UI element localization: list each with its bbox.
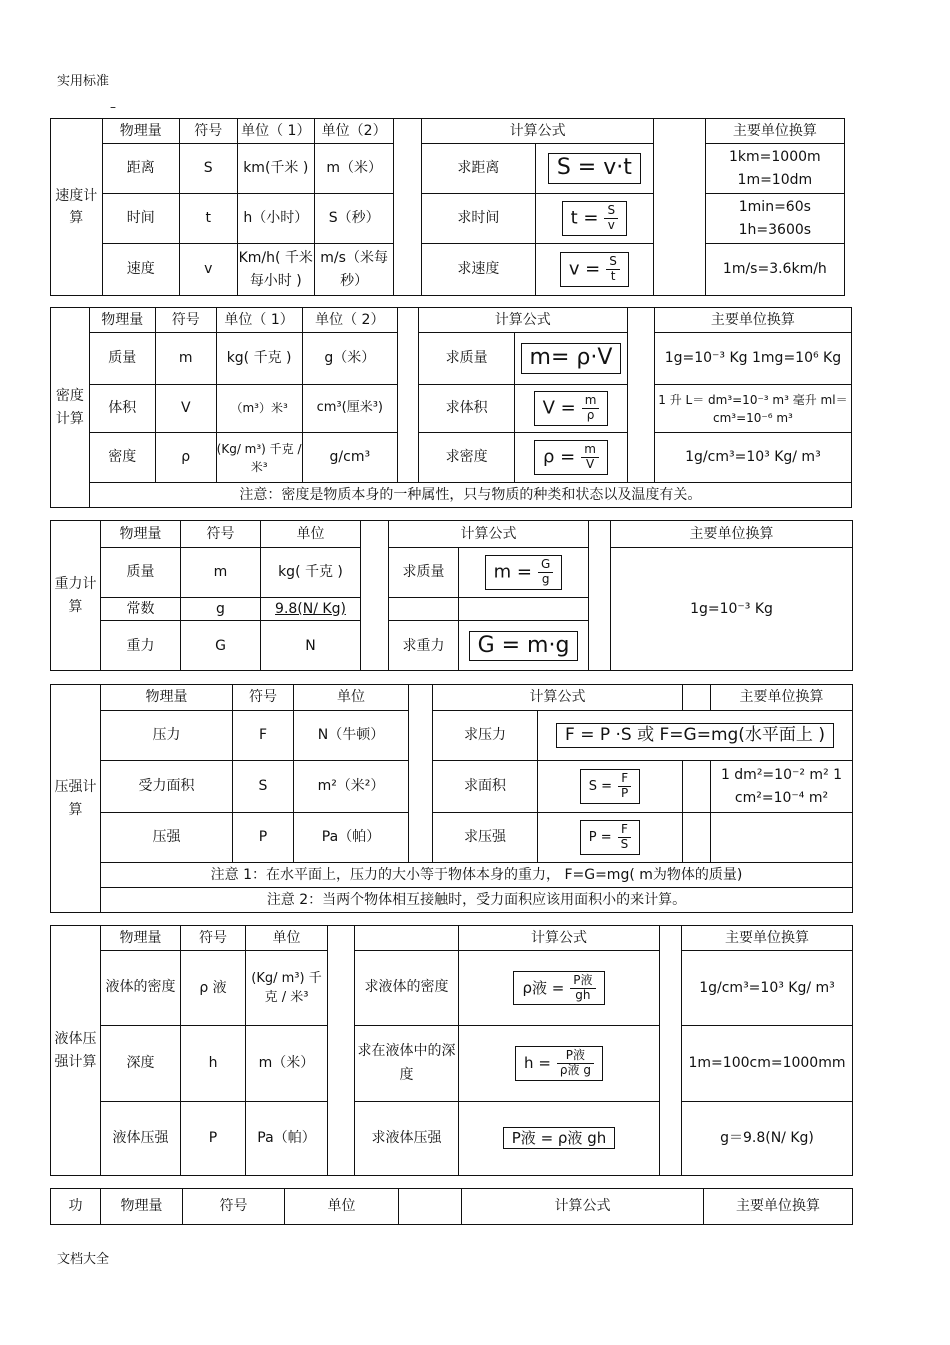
quantity-name: 体积 — [89, 385, 155, 433]
quantity-name: 密度 — [89, 433, 155, 483]
unit-conversion: 1km=1000m 1m=10dm — [705, 144, 844, 194]
quantity-symbol: h — [181, 1026, 246, 1102]
col-header: 主要单位换算 — [704, 1189, 853, 1225]
col-header: 物理量 — [89, 308, 155, 333]
col-header: 主要单位换算 — [654, 308, 851, 333]
formula: m = $\frac{G}{g}$ — [485, 555, 563, 590]
unit-2: cm³(厘米³) — [302, 385, 397, 433]
quantity-symbol: g — [181, 598, 261, 621]
unit-1: km(千米 ) — [237, 144, 314, 194]
unit-conversion: 1g/cm³=10³ Kg/ m³ — [682, 951, 853, 1026]
col-header: 单位（ 1） — [237, 119, 314, 144]
note: 注意 2：当两个物体相互接触时，受力面积应该用面积小的来计算。 — [101, 888, 853, 913]
formula: h = $\frac{\text{P液}}{\text{ρ液 g}}$ — [515, 1046, 603, 1081]
quantity-name: 液体的密度 — [101, 951, 181, 1026]
col-header: 物理量 — [101, 1189, 183, 1225]
section-title: 压强计算 — [51, 685, 101, 913]
unit-1: N（牛顿） — [294, 711, 409, 761]
formula: S = v·t — [548, 153, 641, 183]
unit-conversion: 1g=10⁻³ Kg — [611, 548, 853, 671]
quantity-symbol: v — [179, 244, 237, 296]
quantity-name: 质量 — [89, 333, 155, 385]
gap — [654, 119, 706, 296]
quantity-symbol: t — [179, 194, 237, 244]
formula: v = $\frac{S}{t}$ — [560, 252, 629, 287]
formula: G = m·g — [469, 631, 579, 661]
col-header: 主要单位换算 — [711, 685, 853, 711]
empty-cell — [399, 1189, 462, 1225]
col-header: 符号 — [183, 1189, 285, 1225]
empty-cell — [459, 598, 589, 621]
quantity-name: 重力 — [101, 621, 181, 671]
liquid-pressure-table — [50, 925, 853, 1176]
gap — [683, 813, 711, 863]
formula: t = $\frac{S}{v}$ — [562, 201, 628, 236]
unit-1: (Kg/ m³) 千克 / 米³ — [246, 951, 328, 1026]
col-header: 计算公式 — [418, 308, 627, 333]
section-title: 重力计算 — [51, 521, 101, 671]
calc-label: 求密度 — [418, 433, 514, 483]
quantity-symbol: S — [233, 761, 294, 813]
gap — [409, 685, 433, 863]
col-header: 物理量 — [101, 521, 181, 548]
empty-cell — [355, 926, 459, 951]
header-dash: – — [110, 100, 116, 114]
unit-conversion: 1min=60s 1h=3600s — [705, 194, 844, 244]
calc-label: 求压强 — [433, 813, 538, 863]
col-header: 符号 — [233, 685, 294, 711]
calc-label: 求速度 — [422, 244, 535, 296]
col-header: 主要单位换算 — [611, 521, 853, 548]
section-title: 密度计算 — [51, 308, 90, 508]
quantity-symbol: G — [181, 621, 261, 671]
unit-conversion: g＝9.8(N/ Kg) — [682, 1102, 853, 1176]
col-header: 单位 — [246, 926, 328, 951]
calc-label: 求质量 — [418, 333, 514, 385]
formula: F = P ·S 或 F=G=mg(水平面上 ) — [556, 723, 834, 748]
unit-conversion: 1g/cm³=10³ Kg/ m³ — [654, 433, 851, 483]
section-title: 功 — [51, 1189, 101, 1225]
col-header: 计算公式 — [433, 685, 683, 711]
col-header: 单位（2） — [314, 119, 393, 144]
calc-label: 求距离 — [422, 144, 535, 194]
note: 注意：密度是物质本身的一种属性，只与物质的种类和状态以及温度有关。 — [89, 483, 851, 508]
calc-label: 求重力 — [389, 621, 459, 671]
quantity-symbol: ρ 液 — [181, 951, 246, 1026]
unit-conversion: 1m=100cm=1000mm — [682, 1026, 853, 1102]
formula: ρ = $\frac{m}{V}$ — [534, 440, 608, 475]
col-header: 符号 — [179, 119, 237, 144]
formula: ρ液 = $\frac{\text{P液}}{gh}$ — [513, 971, 604, 1006]
unit-1: h（小时） — [237, 194, 314, 244]
density-table — [50, 307, 852, 508]
calc-label: 求液体压强 — [355, 1102, 459, 1176]
gap — [589, 521, 611, 671]
quantity-name: 时间 — [102, 194, 179, 244]
calc-label: 求质量 — [389, 548, 459, 598]
calc-label: 求体积 — [418, 385, 514, 433]
calc-label: 求时间 — [422, 194, 535, 244]
quantity-name: 液体压强 — [101, 1102, 181, 1176]
gap — [627, 308, 654, 483]
page-footer: 文档大全 — [57, 1252, 110, 1267]
col-header: 单位 — [294, 685, 409, 711]
col-header: 单位 — [261, 521, 361, 548]
work-table — [50, 1188, 853, 1225]
col-header: 主要单位换算 — [682, 926, 853, 951]
empty-cell — [683, 685, 711, 711]
unit-1: kg( 千克 ) — [261, 548, 361, 598]
col-header: 单位（ 1） — [216, 308, 302, 333]
unit-1: m²（米²） — [294, 761, 409, 813]
col-header: 物理量 — [101, 926, 181, 951]
unit-1: Pa（帕） — [246, 1102, 328, 1176]
quantity-symbol: F — [233, 711, 294, 761]
quantity-symbol: S — [179, 144, 237, 194]
unit-2: g（米） — [302, 333, 397, 385]
unit-2: g/cm³ — [302, 433, 397, 483]
unit-1: Km/h( 千米每小时 ) — [237, 244, 314, 296]
gap — [361, 521, 389, 671]
section-title: 液体压强计算 — [51, 926, 101, 1176]
quantity-name: 常数 — [101, 598, 181, 621]
col-header: 符号 — [181, 926, 246, 951]
quantity-symbol: ρ — [155, 433, 216, 483]
unit-conversion: 1m/s=3.6km/h — [705, 244, 844, 296]
calc-label: 求面积 — [433, 761, 538, 813]
note: 注意 1：在水平面上，压力的大小等于物体本身的重力， F=G=mg( m为物体的质量) — [101, 863, 853, 888]
col-header: 单位（ 2） — [302, 308, 397, 333]
unit-1: kg( 千克 ) — [216, 333, 302, 385]
unit-1: (Kg/ m³) 千克 / 米³ — [216, 433, 302, 483]
col-header: 主要单位换算 — [705, 119, 844, 144]
quantity-symbol: P — [233, 813, 294, 863]
quantity-symbol: m — [181, 548, 261, 598]
quantity-name: 距离 — [102, 144, 179, 194]
section-title: 速度计算 — [51, 119, 103, 296]
calc-label: 求在液体中的深度 — [355, 1026, 459, 1102]
calc-label: 求压力 — [433, 711, 538, 761]
unit-conversion: 1 升 L＝ dm³=10⁻³ m³ 毫升 ml＝cm³=10⁻⁶ m³ — [654, 385, 851, 433]
formula: V = $\frac{m}{\rho}$ — [534, 391, 609, 426]
quantity-symbol: m — [155, 333, 216, 385]
unit-conversion: 1 dm²=10⁻² m² 1 cm²=10⁻⁴ m² — [711, 761, 853, 813]
unit-1: m（米） — [246, 1026, 328, 1102]
col-header: 计算公式 — [422, 119, 654, 144]
calc-label: 求液体的密度 — [355, 951, 459, 1026]
col-header: 计算公式 — [389, 521, 589, 548]
col-header: 符号 — [155, 308, 216, 333]
formula: S = $\frac{F}{P}$ — [580, 769, 641, 804]
unit-2: S（秒） — [314, 194, 393, 244]
col-header: 计算公式 — [462, 1189, 704, 1225]
quantity-symbol: P — [181, 1102, 246, 1176]
speed-table — [50, 118, 845, 296]
formula: P = $\frac{F}{S}$ — [580, 820, 641, 855]
unit-conversion: 1g=10⁻³ Kg 1mg=10⁶ Kg — [654, 333, 851, 385]
formula: m= ρ·V — [521, 343, 622, 373]
col-header: 物理量 — [102, 119, 179, 144]
quantity-name: 受力面积 — [101, 761, 233, 813]
quantity-name: 质量 — [101, 548, 181, 598]
quantity-name: 深度 — [101, 1026, 181, 1102]
quantity-name: 压强 — [101, 813, 233, 863]
gap — [328, 926, 355, 1176]
unit-1: （m³）米³ — [216, 385, 302, 433]
unit-2: m/s（米每秒） — [314, 244, 393, 296]
quantity-name: 速度 — [102, 244, 179, 296]
gap — [394, 119, 422, 296]
gravity-table — [50, 520, 853, 671]
unit-1: Pa（帕） — [294, 813, 409, 863]
empty-cell — [389, 598, 459, 621]
gap — [660, 926, 682, 1176]
formula: P液 = ρ液 gh — [503, 1127, 615, 1150]
col-header: 计算公式 — [459, 926, 660, 951]
pressure-table — [50, 684, 853, 913]
col-header: 单位 — [285, 1189, 399, 1225]
col-header: 符号 — [181, 521, 261, 548]
page-header: 实用标准 — [57, 74, 110, 89]
quantity-name: 压力 — [101, 711, 233, 761]
unit-1: 9.8(N/ Kg) — [261, 598, 361, 621]
quantity-symbol: V — [155, 385, 216, 433]
unit-1: N — [261, 621, 361, 671]
empty-cell — [711, 813, 853, 863]
col-header: 物理量 — [101, 685, 233, 711]
unit-2: m（米） — [314, 144, 393, 194]
gap — [398, 308, 419, 483]
gap — [683, 761, 711, 813]
